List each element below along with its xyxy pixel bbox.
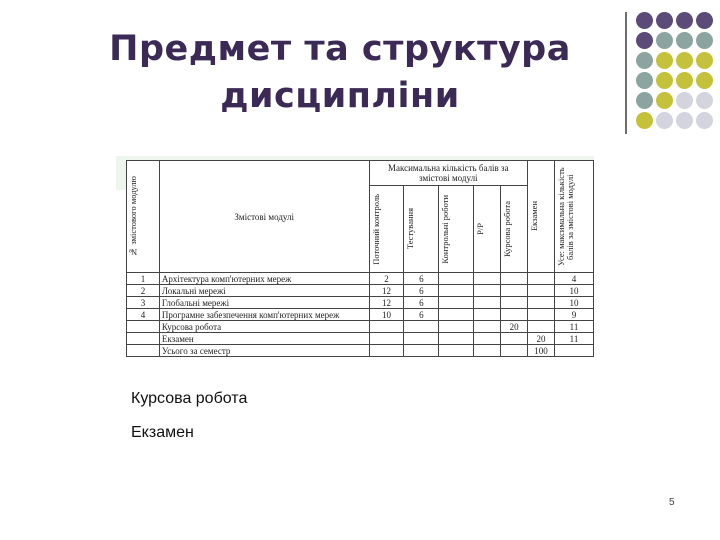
item-coursework: Курсова робота xyxy=(131,390,248,407)
table-cell-c3 xyxy=(439,345,474,357)
decorative-dot xyxy=(636,52,653,69)
table-cell-c5 xyxy=(501,333,528,345)
table-cell-c3 xyxy=(439,333,474,345)
decorative-dot xyxy=(696,72,713,89)
decorative-dot xyxy=(656,112,673,129)
decorative-dot xyxy=(656,92,673,109)
header-current-control: Поточний контроль xyxy=(369,186,404,273)
table-cell-c7: 11 xyxy=(555,333,594,345)
table-cell-c1 xyxy=(369,345,404,357)
item-exam: Екзамен xyxy=(131,424,194,441)
table-cell-c2 xyxy=(404,321,439,333)
grading-table xyxy=(126,160,594,357)
table-cell-name: Курсова робота xyxy=(159,321,369,333)
decorative-dot xyxy=(676,32,693,49)
decorative-dot xyxy=(656,72,673,89)
table-cell-c4 xyxy=(474,345,501,357)
table-cell-c6 xyxy=(528,321,555,333)
slide-title-line1: Предмет та структура xyxy=(109,29,571,69)
table-cell-c4 xyxy=(474,321,501,333)
table-cell-c1: 12 xyxy=(369,285,404,297)
table-cell-name: Глобальні мережі xyxy=(159,297,369,309)
table-cell-c3 xyxy=(439,273,474,285)
table-cell-c6 xyxy=(528,273,555,285)
table-cell-c1: 10 xyxy=(369,309,404,321)
table-row xyxy=(127,333,594,345)
decorative-dot xyxy=(636,112,653,129)
table-cell-c5 xyxy=(501,345,528,357)
table-cell-c3 xyxy=(439,297,474,309)
header-modules: Змістові модулі xyxy=(159,161,369,273)
table-cell-c6 xyxy=(528,309,555,321)
table-row xyxy=(127,321,594,333)
table-cell-c5 xyxy=(501,297,528,309)
decorative-dot xyxy=(696,32,713,49)
decorative-dot xyxy=(676,112,693,129)
decorative-dot xyxy=(656,32,673,49)
table-cell-c5 xyxy=(501,309,528,321)
table-cell-c1: 12 xyxy=(369,297,404,309)
table-cell-c2: 6 xyxy=(404,273,439,285)
table-row xyxy=(127,309,594,321)
table-cell-n: 2 xyxy=(127,285,160,297)
table-row xyxy=(127,273,594,285)
table-cell-c2 xyxy=(404,333,439,345)
table-cell-n xyxy=(127,321,160,333)
table-cell-c6 xyxy=(528,297,555,309)
table-cell-c2: 6 xyxy=(404,285,439,297)
decorative-dot xyxy=(636,32,653,49)
table-cell-n: 4 xyxy=(127,309,160,321)
decorative-dot xyxy=(696,92,713,109)
table-cell-c4 xyxy=(474,297,501,309)
table-cell-n: 1 xyxy=(127,273,160,285)
decorative-dot xyxy=(676,92,693,109)
table-cell-c4 xyxy=(474,309,501,321)
table-row xyxy=(127,285,594,297)
table-row xyxy=(127,345,594,357)
table-cell-c1 xyxy=(369,321,404,333)
table-cell-c2: 6 xyxy=(404,297,439,309)
table-cell-n: 3 xyxy=(127,297,160,309)
decorative-dot xyxy=(676,52,693,69)
table-cell-c7 xyxy=(555,345,594,357)
table-cell-c6 xyxy=(528,285,555,297)
table-cell-c5: 20 xyxy=(501,321,528,333)
decorative-divider xyxy=(625,12,627,134)
table-cell-c5 xyxy=(501,285,528,297)
table-cell-c5 xyxy=(501,273,528,285)
table-cell-name: Екзамен xyxy=(159,333,369,345)
table-cell-c1 xyxy=(369,333,404,345)
table-cell-c3 xyxy=(439,285,474,297)
table-cell-c7: 10 xyxy=(555,297,594,309)
decorative-dot xyxy=(696,52,713,69)
table-cell-name: Локальні мережі xyxy=(159,285,369,297)
table-cell-c7: 11 xyxy=(555,321,594,333)
header-testing: Тестування xyxy=(404,186,439,273)
table-cell-c7: 4 xyxy=(555,273,594,285)
table-cell-c7: 10 xyxy=(555,285,594,297)
table-cell-c3 xyxy=(439,321,474,333)
table-cell-c1: 2 xyxy=(369,273,404,285)
table-cell-name: Усього за семестр xyxy=(159,345,369,357)
table-cell-c6: 100 xyxy=(528,345,555,357)
decorative-dot xyxy=(696,12,713,29)
decorative-dot xyxy=(676,12,693,29)
header-rr: Р/Р xyxy=(474,186,501,273)
scanned-table-image xyxy=(116,156,594,384)
header-max-points: Максимальна кількість балів за змістові модулі xyxy=(369,161,528,186)
table-cell-c6: 20 xyxy=(528,333,555,345)
table-cell-c4 xyxy=(474,285,501,297)
table-cell-n xyxy=(127,333,160,345)
table-cell-c3 xyxy=(439,309,474,321)
decorative-dot xyxy=(656,12,673,29)
header-coursework: Курсова робота xyxy=(501,186,528,273)
table-cell-c7: 9 xyxy=(555,309,594,321)
table-cell-name: Архітектура комп'ютерних мереж xyxy=(159,273,369,285)
slide-title-line2: дисципліни xyxy=(220,76,460,117)
decorative-dot xyxy=(696,112,713,129)
decorative-dot xyxy=(656,52,673,69)
decorative-dot xyxy=(676,72,693,89)
header-module-number: № змістового модулю xyxy=(127,161,160,273)
table-cell-n xyxy=(127,345,160,357)
table-row xyxy=(127,297,594,309)
table-cell-c4 xyxy=(474,333,501,345)
header-control-works: Контрольні роботи xyxy=(439,186,474,273)
decorative-dot xyxy=(636,12,653,29)
page-number: 5 xyxy=(669,497,675,508)
table-cell-c2: 6 xyxy=(404,309,439,321)
decorative-dot xyxy=(636,92,653,109)
decorative-dot xyxy=(636,72,653,89)
table-cell-c4 xyxy=(474,273,501,285)
table-cell-c2 xyxy=(404,345,439,357)
slide-title xyxy=(80,26,600,121)
table-cell-name: Програмне забезпечення комп'ютерних мереж xyxy=(159,309,369,321)
header-total: Усе: максимальна кількість балів за змістові модулі xyxy=(555,161,594,273)
header-exam: Екзамен xyxy=(528,161,555,273)
